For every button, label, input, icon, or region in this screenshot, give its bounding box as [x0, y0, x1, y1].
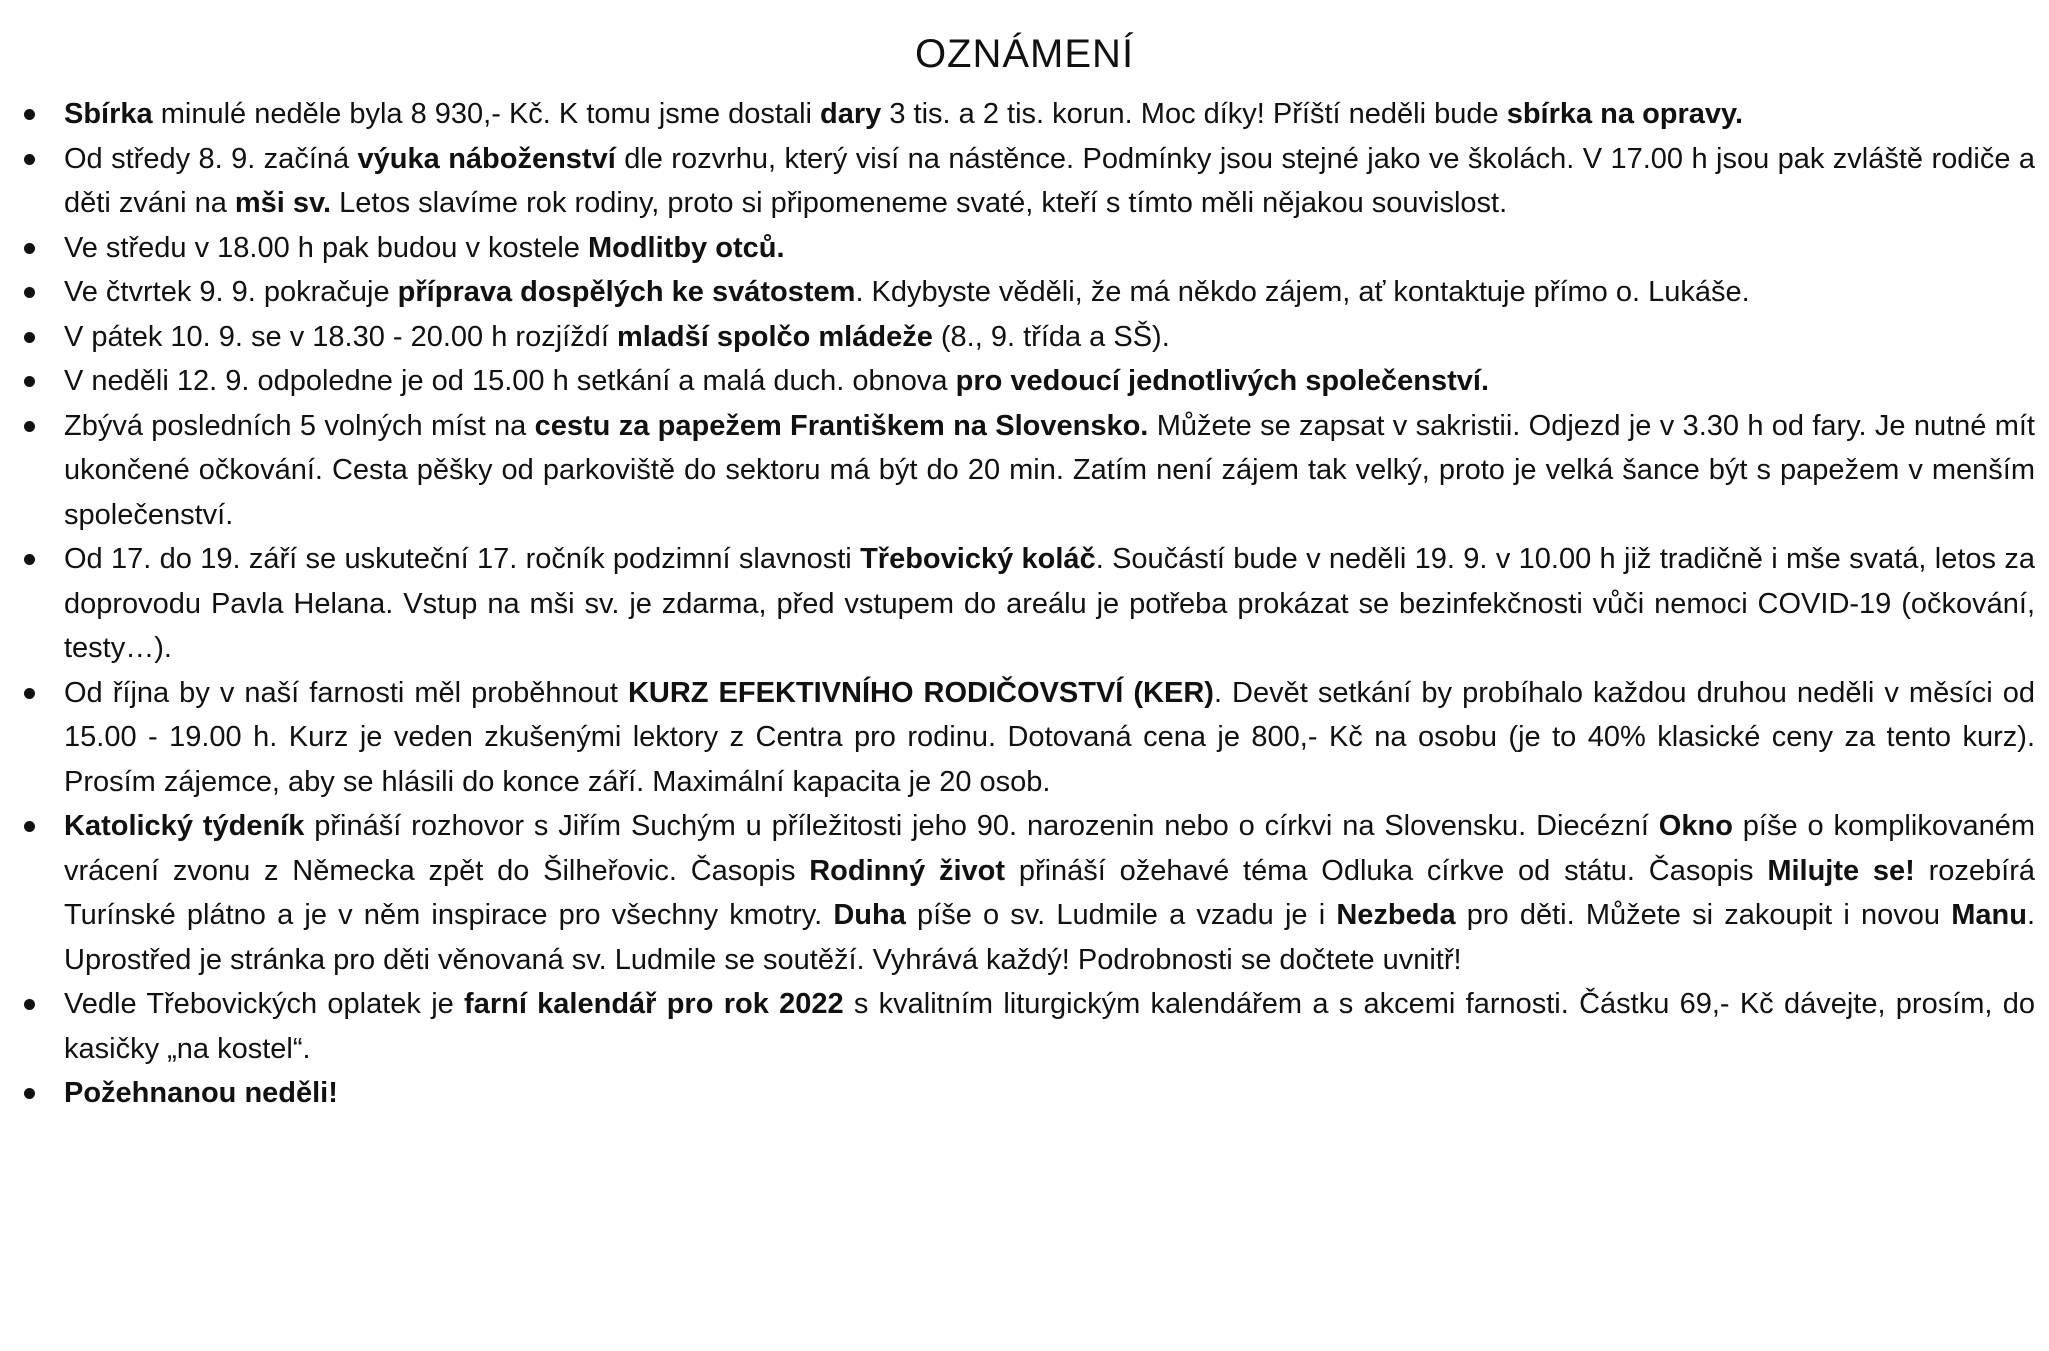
page-title: OZNÁMENÍ	[914, 32, 1135, 76]
body-text: V pátek 10. 9. se v 18.30 - 20.00 h rozjíždí	[64, 320, 617, 353]
announcement-item	[14, 537, 2035, 671]
highlighted-text: Katolický týdeník	[64, 810, 305, 842]
highlighted-text: Milujte se!	[1767, 854, 1915, 887]
highlighted-text: Rodinný život	[809, 854, 1006, 887]
highlighted-text: Modlitby otců.	[587, 231, 785, 264]
highlighted-text: příprava dospělých ke svátostem	[397, 276, 856, 308]
bullet-icon	[24, 287, 35, 298]
highlighted-text: Sbírka	[64, 98, 153, 130]
announcement-item	[14, 404, 2035, 538]
body-text: . Devět setkání by probíhalo každou druhou neděli v měsíci od 15.00 - 19.00 h. Kurz je veden zkušenými lektory z Centra pro rodinu. Dotovaná cena je 800,- Kč na osobu (je to 40% klasické ceny za tento kurz). Prosím zájemce, aby se hlásili do konce září. Maximální kapacita je 20 osob.	[64, 676, 2036, 798]
body-text: (8., 9. třída a SŠ).	[932, 320, 1170, 353]
highlighted-text: Duha	[833, 899, 906, 931]
body-text: . Kdybyste věděli, že má někdo zájem, ať kontaktuje přímo o. Lukáše.	[855, 276, 1750, 308]
bullet-icon	[24, 109, 35, 120]
body-text: rozebírá Turínské plátno a je v něm inspirace pro všechny kmotry.	[64, 854, 2035, 931]
bullet-icon	[24, 821, 35, 832]
body-text: Ve středu v 18.00 h pak budou v kostele	[64, 231, 588, 264]
bullet-icon	[24, 1088, 35, 1099]
highlighted-text: Nezbeda	[1336, 899, 1456, 931]
body-text: Letos slavíme rok rodiny, proto si připomeneme svaté, kteří s tímto měli nějakou souvislost.	[331, 187, 1508, 219]
body-text: . Součástí bude v neděli 19. 9. v 10.00 h již tradičně i mše svatá, letos za doprovodu Pavla Helana. Vstup na mši sv. je zdarma, před vstupem do areálu je potřeba prokázat se bezinfekčnosti vůči nemoci COVID-19 (očkování, testy…).	[64, 543, 2036, 664]
highlighted-text: KURZ EFEKTIVNÍHO RODIČOVSTVÍ (KER)	[627, 676, 1214, 709]
body-text: Od středy 8. 9. začíná	[64, 142, 358, 175]
bullet-icon	[24, 243, 35, 254]
highlighted-text: Požehnanou neděli!	[64, 1077, 338, 1109]
highlighted-text: Třebovický koláč	[860, 543, 1096, 575]
highlighted-text: farní kalendář pro rok 2022	[464, 988, 844, 1020]
bullet-icon	[24, 376, 35, 387]
body-text: Od října by v naší farnosti měl proběhnout	[64, 676, 628, 709]
body-text: . Uprostřed je stránka pro děti věnovaná sv. Ludmile se soutěží. Vyhrává každý! Podrobnosti se dočtete uvnitř!	[64, 899, 2035, 976]
body-text: Můžete se zapsat v sakristii. Odjezd je v 3.30 h od fary. Je nutné mít ukončené očkování. Cesta pěšky od parkoviště do sektoru má být do 20 min. Zatím není zájem tak velký, proto je velká šance být s papežem v menším společenství.	[64, 409, 2035, 531]
announcement-item	[14, 270, 2035, 315]
bullet-icon	[24, 421, 35, 432]
body-text: Ve čtvrtek 9. 9. pokračuje	[64, 276, 398, 308]
body-text: píše o sv. Ludmile a vzadu je i	[905, 899, 1337, 931]
highlighted-text: pro vedoucí jednotlivých společenství.	[955, 365, 1490, 397]
body-text: pro děti. Můžete si zakoupit i novou	[1455, 899, 1952, 931]
bullet-icon	[24, 999, 35, 1010]
announcement-item	[14, 804, 2035, 982]
bullet-icon	[24, 154, 35, 165]
announcement-item	[14, 1071, 2035, 1116]
announcement-item	[14, 315, 2035, 360]
bullet-icon	[24, 554, 35, 565]
highlighted-text: výuka náboženství	[357, 142, 616, 175]
highlighted-text: dary	[820, 98, 882, 130]
body-text: dle rozvrhu, který visí na nástěnce. Podmínky jsou stejné jako ve školách. V 17.00 h jsou pak zvláště rodiče a děti zváni na	[64, 142, 2035, 219]
body-text: píše o komplikovaném vrácení zvonu z Německa zpět do Šilheřovic. Časopis	[64, 810, 2035, 887]
highlighted-text: mši sv.	[234, 187, 332, 219]
announcement-item	[14, 226, 2035, 271]
bullet-icon	[24, 332, 35, 343]
highlighted-text: Okno	[1658, 810, 1733, 842]
highlighted-text: mladší spolčo mládeže	[616, 320, 933, 353]
highlighted-text: cestu za papežem Františkem na Slovensko.	[534, 409, 1149, 442]
body-text: Od 17. do 19. září se uskuteční 17. ročník podzimní slavnosti	[64, 543, 861, 575]
announcement-item	[14, 671, 2035, 805]
highlighted-text: sbírka na opravy.	[1506, 98, 1744, 130]
announcement-item	[14, 92, 2035, 137]
announcement-item	[14, 137, 2035, 226]
body-text: 3 tis. a 2 tis. korun. Moc díky! Příští neděli bude	[881, 98, 1507, 130]
body-text: Zbývá posledních 5 volných míst na	[64, 409, 535, 442]
announcement-item	[14, 982, 2035, 1071]
body-text: přináší ožehavé téma Odluka církve od státu. Časopis	[1005, 854, 1768, 887]
body-text: Vedle Třebovických oplatek je	[64, 988, 465, 1020]
bullet-icon	[24, 688, 35, 699]
body-text: V neděli 12. 9. odpoledne je od 15.00 h setkání a malá duch. obnova	[64, 365, 956, 397]
announcement-list	[14, 92, 2035, 1116]
announcement-item	[14, 359, 2035, 404]
body-text: přináší rozhovor s Jiřím Suchým u příležitosti jeho 90. narozenin nebo o církvi na Slovensku. Diecézní	[304, 810, 1659, 842]
body-text: s kvalitním liturgickým kalendářem a s akcemi farnosti. Částku 69,- Kč dávejte, prosím, do kasičky „na kostel“.	[64, 988, 2035, 1065]
body-text: minulé neděle byla 8 930,- Kč. K tomu jsme dostali	[152, 98, 821, 130]
highlighted-text: Manu	[1951, 899, 2027, 931]
